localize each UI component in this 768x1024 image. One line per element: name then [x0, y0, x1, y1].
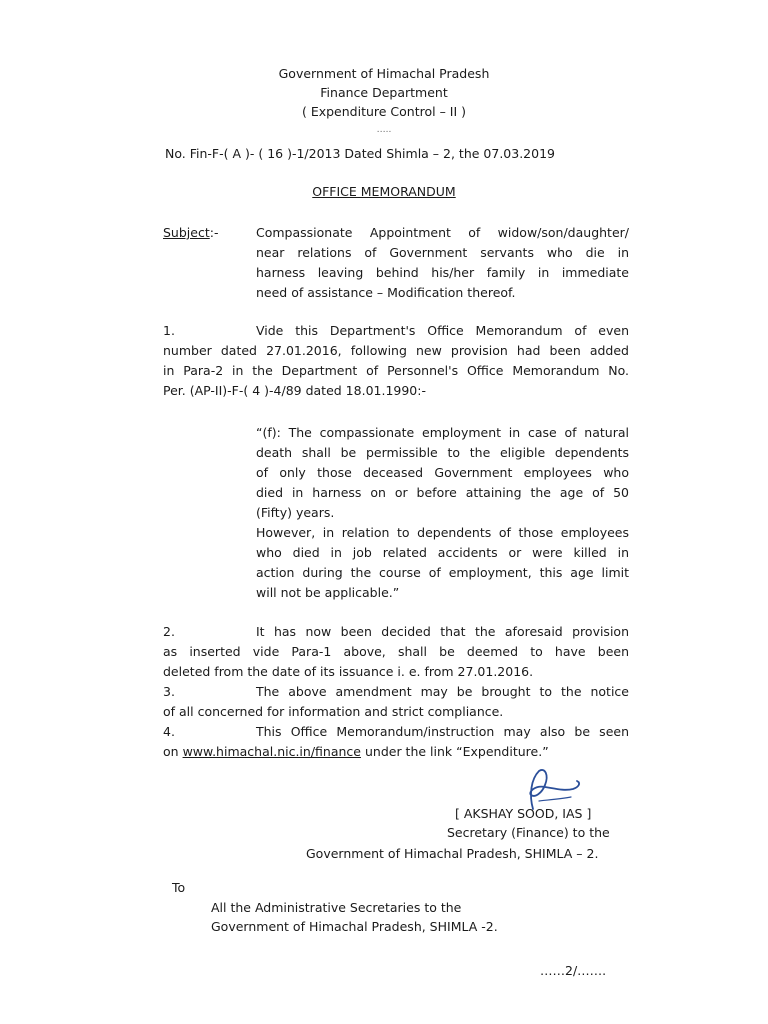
finance-website-link[interactable]: www.himachal.nic.in/finance	[182, 744, 361, 759]
memo-title: OFFICE MEMORANDUM	[312, 184, 456, 199]
signatory-designation: Secretary (Finance) to the	[447, 825, 610, 840]
quote-line: However, in relation to dependents of those employees	[256, 525, 629, 540]
para3-line: of all concerned for information and strict compliance.	[163, 704, 504, 719]
para1-line: number dated 27.01.2016, following new provision had been added	[163, 343, 629, 358]
para4-line: This Office Memorandum/instruction may also be seen	[256, 724, 629, 739]
quote-line: will not be applicable.”	[256, 585, 400, 600]
para3-number: 3.	[163, 684, 175, 699]
para4-on: on	[163, 744, 179, 759]
subject-label-text: Subject	[163, 225, 210, 240]
para1-number: 1.	[163, 323, 175, 338]
quote-line: “(f): The compassionate employment in case of natural	[256, 425, 629, 440]
para2-line: as inserted vide Para-1 above, shall be deemed to have been	[163, 644, 629, 659]
para4-line2	[163, 744, 549, 759]
subject-label-sep: :-	[209, 225, 219, 240]
quote-line: action during the course of employment, this age limit	[256, 565, 629, 580]
header-dots: …..	[376, 125, 392, 135]
subject-label	[163, 225, 218, 240]
para3-line: The above amendment may be brought to the notice	[256, 684, 629, 699]
quote-line: died in harness on or before attaining the age of 50	[256, 485, 629, 500]
subject-line: near relations of Government servants who die in	[256, 245, 629, 260]
signatory-name: [ AKSHAY SOOD, IAS ]	[455, 806, 592, 821]
quote-line: (Fifty) years.	[256, 505, 335, 520]
header-section: ( Expenditure Control – II )	[301, 104, 467, 119]
to-recipient-line: All the Administrative Secretaries to the	[211, 900, 462, 915]
para1-line: Vide this Department's Office Memorandum of even	[256, 323, 629, 338]
next-page-marker: ……2/…….	[540, 963, 607, 978]
para1-line: in Para-2 in the Department of Personnel's Office Memorandum No.	[163, 363, 629, 378]
to-recipient-line: Government of Himachal Pradesh, SHIMLA -2.	[211, 919, 498, 934]
subject-line: Compassionate Appointment of widow/son/daughter/	[256, 225, 629, 240]
para2-line: It has now been decided that the aforesaid provision	[256, 624, 629, 639]
subject-line: need of assistance – Modification thereof.	[256, 285, 516, 300]
para1-line: Per. (AP-II)-F-( 4 )-4/89 dated 18.01.1990:-	[163, 383, 426, 398]
para4-number: 4.	[163, 724, 175, 739]
para2-number: 2.	[163, 624, 175, 639]
quote-line: who died in job related accidents or were killed in	[256, 545, 629, 560]
reference-number: No. Fin-F-( A )- ( 16 )-1/2013 Dated Shimla – 2, the 07.03.2019	[165, 146, 555, 161]
signatory-government: Government of Himachal Pradesh, SHIMLA – 2.	[306, 846, 599, 861]
subject-line: harness leaving behind his/her family in immediate	[256, 265, 629, 280]
header-department: Finance Department	[320, 85, 448, 100]
para2-line: deleted from the date of its issuance i. e. from 27.01.2016.	[163, 664, 534, 679]
to-label: To	[172, 880, 186, 895]
quote-line: death shall be permissible to the eligible dependents	[256, 445, 629, 460]
header-government: Government of Himachal Pradesh	[278, 66, 490, 81]
para4-rest: under the link “Expenditure.”	[364, 744, 549, 759]
quote-line: of only those deceased Government employees who	[256, 465, 629, 480]
